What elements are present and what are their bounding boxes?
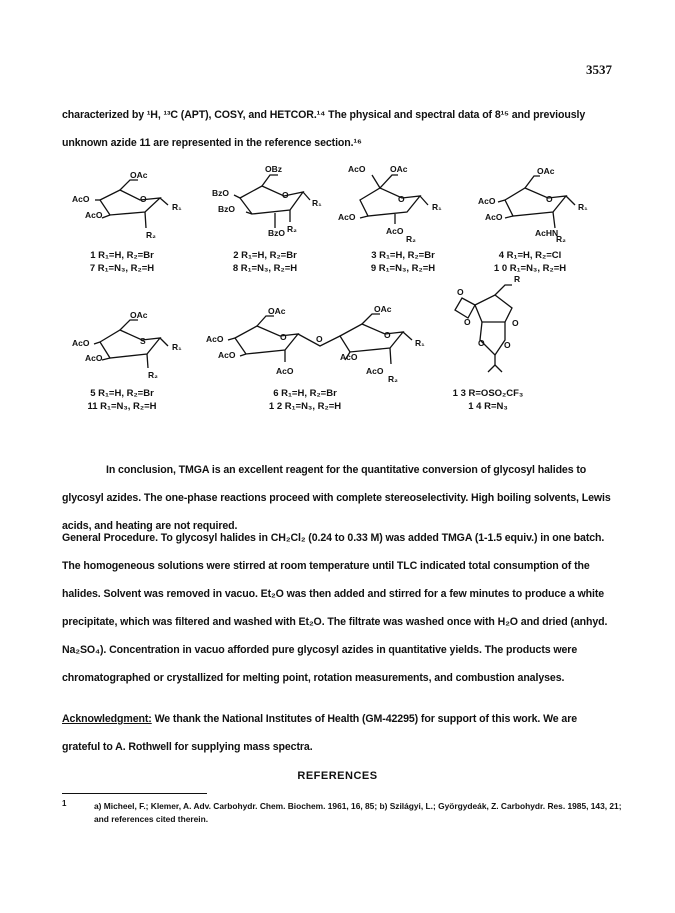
struct6-r1-label: R₁ <box>415 338 425 348</box>
struct4-aco-label-2: AcO <box>485 212 503 222</box>
struct1-r2-label: R₂ <box>146 230 156 240</box>
struct3-aco-label-3: AcO <box>386 226 404 236</box>
page-number: 3537 <box>586 62 612 77</box>
struct6-aco-label-3: AcO <box>276 366 294 376</box>
struct13-o-label-2: O <box>464 317 471 327</box>
struct5-oac-label: OAc <box>130 310 148 320</box>
acknowledgment-text: We thank the National Institutes of Health (GM-42295) for support of this work. We are grateful to A. Rothwell for supplying mass spectra. <box>62 713 578 753</box>
struct1-ring-o-label: O <box>140 194 147 204</box>
compound-label-4: 4 R₁=H, R₂=Cl <box>498 250 562 261</box>
struct2-obz-label: OBz <box>265 164 282 174</box>
struct3-ring-o-label: O <box>398 194 405 204</box>
struct6-ring-o-label-2: O <box>384 330 391 340</box>
struct4-achn-label: AcHN <box>535 228 559 238</box>
struct2-ring-o-label: O <box>282 190 289 200</box>
compound-label-13: 1 3 R=OSO₂CF₃ <box>452 388 524 399</box>
struct2-r1-label: R₁ <box>312 198 322 208</box>
struct13-o-label-4: O <box>478 338 485 348</box>
paragraph-general-procedure <box>62 524 612 692</box>
compound-label-14: 1 4 R=N₃ <box>468 401 508 412</box>
struct3-r2-label: R₂ <box>406 234 416 244</box>
struct2-bzo-label-3: BzO <box>268 228 285 238</box>
struct4-r2-label: R₂ <box>556 234 566 244</box>
struct6-aco-label-4: AcO <box>340 352 358 362</box>
chemical-structures <box>0 150 675 450</box>
struct5-ring-s-label: S <box>140 336 146 346</box>
struct1-oac-label: OAc <box>130 170 148 180</box>
paragraph-characterization: characterized by ¹H, ¹³C (APT), COSY, and HETCOR.¹⁴ The physical and spectral data of 8¹⁵ and previously unknown azide 11 are represented in the reference section.¹⁶ <box>62 109 586 149</box>
footnote <box>62 800 622 826</box>
struct5-aco-label-1: AcO <box>72 338 90 348</box>
struct6-r2-label: R₂ <box>388 374 398 384</box>
struct6-ring-o-label-1: O <box>280 332 287 342</box>
struct6-oac-label-1: OAc <box>268 306 286 316</box>
general-procedure-label: General Procedure. <box>62 532 158 544</box>
struct4-aco-label-1: AcO <box>478 196 496 206</box>
references-heading: REFERENCES <box>297 770 378 782</box>
struct13-o-label-1: O <box>457 287 464 297</box>
struct13-o-label-5: O <box>504 340 511 350</box>
compound-label-1: 1 R₁=H, R₂=Br <box>90 250 154 261</box>
compound-label-11: 11 R₁=N₃, R₂=H <box>87 401 157 412</box>
struct3-aco-label-2: AcO <box>338 212 356 222</box>
struct2-bzo-label-1: BzO <box>212 188 229 198</box>
compound-label-3: 3 R₁=H, R₂=Br <box>371 250 435 261</box>
compound-label-9: 9 R₁=N₃, R₂=H <box>370 263 436 274</box>
compound-label-5: 5 R₁=H, R₂=Br <box>90 388 154 399</box>
compound-label-6: 6 R₁=H, R₂=Br <box>273 388 337 399</box>
general-procedure-text: To glycosyl halides in CH₂Cl₂ (0.24 to 0.33 M) was added TMGA (1-1.5 equiv.) in one batch. The homogeneous solutions were stirred at room temperature until TLC indicated total consumption of the halides. Solvent was removed in vacuo. Et₂O was then added and stirred for a few minutes to produce a white precipitate, which was filtered and washed with Et₂O. The filtrate was washed once with H₂O and dried (anhyd. Na₂SO₄). Concentration in vacuo afforded pure glycosyl azides in quantitative yields. The products were chromatographed or crystallized for melting point, rotation measurements, and combustion analyses. <box>62 532 608 684</box>
paragraph-acknowledgment <box>62 705 612 761</box>
footnote-number: 1 <box>62 799 67 808</box>
struct13-r-label: R <box>514 274 521 284</box>
compound-label-7: 7 R₁=N₃, R₂=H <box>89 263 155 274</box>
footnote-text: a) Micheel, F.; Klemer, A. Adv. Carbohydr. Chem. Biochem. 1961, 16, 85; b) Szilágyi, L.; Györgydeák, Z. Carbohydr. Res. 1985, 143, 21; and references cited therein. <box>94 801 622 824</box>
struct6-aco-label-2: AcO <box>218 350 236 360</box>
struct4-r1-label: R₁ <box>578 202 588 212</box>
struct1-aco-label-1: AcO <box>72 194 90 204</box>
struct3-r1-label: R₁ <box>432 202 442 212</box>
compound-label-2: 2 R₁=H, R₂=Br <box>233 250 297 261</box>
struct3-oac-label: OAc <box>390 164 408 174</box>
acknowledgment-label: Acknowledgment: <box>62 713 152 725</box>
struct3-aco-label-1: AcO <box>348 164 366 174</box>
struct6-glycosidic-o-label: O <box>316 334 323 344</box>
footnote-rule <box>62 793 207 794</box>
compound-label-12: 1 2 R₁=N₃, R₂=H <box>268 401 342 412</box>
struct5-aco-label-2: AcO <box>85 353 103 363</box>
compound-label-8: 8 R₁=N₃, R₂=H <box>232 263 298 274</box>
struct5-r1-label: R₁ <box>172 342 182 352</box>
compound-label-10: 1 0 R₁=N₃, R₂=H <box>493 263 567 274</box>
struct1-aco-label-2: AcO <box>85 210 103 220</box>
struct4-ring-o-label: O <box>546 194 553 204</box>
struct6-aco-label-5: AcO <box>366 366 384 376</box>
paragraph-conclusion: In conclusion, TMGA is an excellent reagent for the quantitative conversion of glycosyl halides to glycosyl azides. The one-phase reactions proceed with complete stereoselectivity. High boiling solvents, Lewis acids, and heating are not required. <box>62 464 611 532</box>
struct6-oac-label-2: OAc <box>374 304 392 314</box>
struct5-r2-label: R₂ <box>148 370 158 380</box>
struct6-aco-label-1: AcO <box>206 334 224 344</box>
struct2-r2-label: R₂ <box>287 224 297 234</box>
struct1-r1-label: R₁ <box>172 202 182 212</box>
struct2-bzo-label-2: BzO <box>218 204 235 214</box>
struct13-o-label-3: O <box>512 318 519 328</box>
struct4-oac-label: OAc <box>537 166 555 176</box>
